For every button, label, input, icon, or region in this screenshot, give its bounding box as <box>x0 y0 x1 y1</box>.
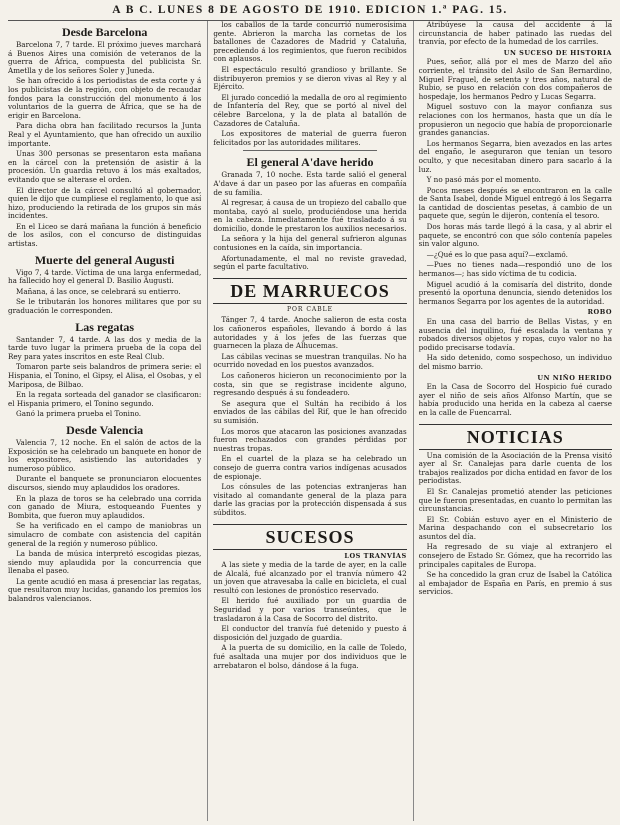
paragraph: En la Casa de Socorro del Hospicio fué curado ayer el niño de seis años Alfonso Martín, que se había producido una herida en la cabeza al caerse en la calle de Fuencarral. <box>418 382 612 417</box>
subhead: UN NIÑO HERIDO <box>537 373 612 382</box>
article-title-augusti: Muerte del general Augusti <box>34 252 175 267</box>
paragraph: El Sr. Canalejas prometió atender las peticiones que le fueron presentadas, en cuanto lo permitan las circunstancias. <box>418 486 612 514</box>
paragraph: En el Liceo se dará mañana la función á beneficio de los asilos, con el concurso de distinguidas artistas. <box>8 221 202 249</box>
subhead: ROBO <box>587 308 612 317</box>
paragraph: Para dicha obra han facilitado recursos la Junta Real y el Ayuntamiento, que han ofrecido un auxilio importante. <box>8 121 202 148</box>
section-title-noticias: NOTICIAS <box>419 424 612 450</box>
article-title-regatas: Las regatas <box>75 319 135 334</box>
byline: POR CABLE <box>286 305 334 313</box>
paragraph: Al regresar, á causa de un tropiezo del caballo que montaba, cayó al suelo, produciéndose una herida en la cabeza. Inmediatamente fué trasladado á su domicilio, donde le prestaron los auxilios necesarios. <box>213 198 407 233</box>
paragraph: Se asegura que el Sultán ha recibido á los enviados de las cábilas del Rif, que le han ofrecido su sumisión. <box>213 398 407 425</box>
paragraph: Tomaron parte seis balandros de primera serie: el Hispania, el Tonino, el Gipsy, el Alisa, el Osobas, y el Mariposa, de Bilbao. <box>8 362 202 389</box>
paragraph: Santander 7, 4 tarde. A las dos y media de la tarde tuvo lugar la primera prueba de la copa del Rey para yates inscritos en este Real Club. <box>8 334 202 361</box>
paragraph: Granada 7, 10 noche. Esta tarde salió el general A'dave á dar un paseo por las afueras en compañía de su familia. <box>213 170 407 197</box>
paragraph: Durante el banquete se pronunciaron elocuentes discursos, siendo muy aplaudidos los oradores. <box>8 474 202 492</box>
paragraph: El conductor del tranvía fué detenido y puesto á disposición del juzgado de guardia. <box>213 624 407 642</box>
paragraph: Tánger 7, 4 tarde. Anoche salieron de esta costa los cañoneros españoles, llevando á bordo á las autoridades y á los jefes de las fuerzas que guarnecen la plaza de Alhucemas. <box>213 315 407 351</box>
paragraph: Valencia 7, 12 noche. En el salón de actos de la Exposición se ha celebrado un banquete en honor de los expositores, asistiendo las autoridades y numeroso público. <box>8 437 202 473</box>
paragraph: Pocos meses después se encontraron en la calle de Santa Isabel, donde Miguel entregó á los Segarra la cantidad de doscientas pesetas, á cambio de un paquete que, según le dijeron, contenía el tesoro. <box>418 185 612 221</box>
column-1 <box>8 21 201 821</box>
paragraph: Pues, señor, allá por el mes de Marzo del año corriente, el tránsito del Asilo de San Bernardino, Miguel Fraguel, de setenta y tres años, natural de Rubio, se puso en relación con dos compañeros de hospedaje, los hermanos Pedro y Lucas Segarra. <box>418 57 612 101</box>
article-title-barcelona: Desde Barcelona <box>61 25 148 39</box>
paragraph: Los cónsules de las potencias extranjeras han visitado al comandante general de la plaza para darle las gracias por la protección dispensada á sus súbditos. <box>213 482 407 517</box>
paragraph: —¿Qué es lo que pasa aquí?—exclamó. <box>426 249 568 259</box>
paragraph: El Sr. Cobián estuvo ayer en el Ministerio de Marina despachando con el subsecretario los asuntos del día. <box>418 514 612 541</box>
paragraph: Dos horas más tarde llegó á la casa, y al abrir el paquete, se encontró con que sólo contenía papeles sin valor alguno. <box>418 222 612 249</box>
paragraph: Los expositores de material de guerra fueron felicitados por las autoridades militares. <box>213 129 407 147</box>
section-title-sucesos: SUCESOS <box>213 524 406 550</box>
paragraph: Miguel acudió á la comisaría del distrito, donde presentó la oportuna denuncia, siendo detenidos los hermanos Segarra por los agentes de la autoridad. <box>418 279 612 306</box>
paragraph: Se le tributarán los honores militares que por su graduación le corresponden. <box>8 297 202 316</box>
paragraph: —Pues no tienes nada—respondió uno de los hermanos—; has sido víctima de tu codicia. <box>418 260 612 279</box>
paragraph: Las cábilas vecinas se muestran tranquilas. No ha ocurrido novedad en los puestos avanzados. <box>213 351 407 370</box>
article-title-adave: El general A'dave herido <box>246 155 374 170</box>
paragraph: Mañana, á las once, se celebrará su entierro. <box>16 286 181 296</box>
paragraph: Unas 300 personas se presentaron esta mañana en la cárcel con la pretensión de asistir á la procesión. Un guardia retuvo á los más exaltados, evitando que se alterase el orden. <box>8 149 202 184</box>
paragraph: Afortunadamente, el mal no reviste gravedad, según el parte facultativo. <box>213 253 407 272</box>
article-title-valencia: Desde Valencia <box>66 422 144 437</box>
paragraph: El director de la cárcel consultó al gobernador, quien le dijo que cumpliese el reglamento, lo que así hizo, produciendo la retirada de los grupos sin más incidentes. <box>8 185 202 221</box>
column-3 <box>413 21 612 821</box>
paragraph: Se han ofrecido á los periodistas de esta corte y á los publicistas de la región, con objeto de recaudar fondos para la construcción del monumento á los voluntarios de la guerra de África, que se ha de erigir en Barcelona. <box>8 76 202 120</box>
paragraph: El espectáculo resultó grandioso y brillante. Se distribuyeron premios y se dieron vivas al Rey y al Ejército. <box>213 64 407 92</box>
paragraph: En la regata sorteada del ganador se clasificaron: el Hispania primero, el Tonino segundo. <box>8 390 202 408</box>
paragraph: Los moros que atacaron las posiciones avanzadas fueron rechazados con grandes pérdidas por nuestras tropas. <box>213 426 407 453</box>
paragraph: Una comisión de la Asociación de la Prensa visitó ayer al Sr. Canalejas para darle cuenta de los trabajos realizados por dicha entidad en favor de los periodistas. <box>418 450 612 486</box>
subhead: UN SUCESO DE HISTORIA <box>503 48 612 57</box>
paragraph: Ha regresado de su viaje al extranjero el consejero de Estado Sr. Gómez, que ha recorrido las principales capitales de Europa. <box>418 542 612 569</box>
paragraph: Atribúyese la causa del accidente á la circunstancia de haber patinado las ruedas del tranvía, por efecto de la humedad de los carriles. <box>418 21 612 47</box>
paragraph: La banda de música interpretó escogidas piezas, siendo muy aplaudida por la concurrencia que llenaba el paseo. <box>8 549 202 576</box>
paragraph: A las siete y media de la tarde de ayer, en la calle de Alcalá, fué alcanzado por el tranvía número 42 un joven que atravesaba la calle en bicicleta, el cual resultó con lesiones de pronóstico reservado. <box>213 560 407 595</box>
page-masthead: A B C. LUNES 8 DE AGOSTO DE 1910. EDICION 1.ª PAG. 15. <box>8 4 612 21</box>
paragraph: Ganó la primera prueba el Tonino. <box>16 409 142 419</box>
paragraph: Se ha concedido la gran cruz de Isabel la Católica al embajador de España en París, en premio á sus servicios. <box>418 570 612 597</box>
paragraph: La señora y la hija del general sufrieron algunas contusiones en la caída, sin importancia. <box>213 234 407 253</box>
paragraph: A la puerta de su domicilio, en la calle de Toledo, fué asaltada una mujer por dos individuos que le arrebataron el bolso, dándose á la fuga. <box>213 643 407 670</box>
paragraph: los caballos de la tarde concurrió numerosísima gente. Abrieron la marcha las cornetas de los batallones de Cazadores de Madrid y Cataluña, precediendo á los regimientos, que fueron recibidos con aplausos. <box>213 21 407 64</box>
paragraph: Barcelona 7, 7 tarde. El próximo jueves marchará á Buenos Aires una comisión de veteranos de la guerra de África, compuesta del publicista Sr. Ametlla y de los señores Soler y Juneda. <box>8 40 202 75</box>
paragraph: Vigo 7, 4 tarde. Víctima de una larga enfermedad, ha fallecido hoy el general D. Basilio Augusti. <box>8 267 202 286</box>
paragraph: Los hermanos Segarra, bien avezados en las artes del engaño, le aseguraron que tenían un tesoro oculto, y que necesitaban dinero para sacarlo á la luz. <box>418 138 612 174</box>
columns <box>8 21 612 821</box>
paragraph: El herido fué auxiliado por un guardia de Seguridad y por varios transeúntes, que le trasladaron á la Casa de Socorro del distrito. <box>213 596 407 623</box>
subhead: LOS TRANVÍAS <box>344 551 407 560</box>
column-2 <box>207 21 406 821</box>
divider <box>243 150 376 151</box>
paragraph: El jurado concedió la medalla de oro al regimiento de Infantería del Rey, que se portó al nivel del célebre Barcelona, y la de plata al batallón de Cazadores de Cataluña. <box>213 92 407 128</box>
paragraph: Miguel sostuvo con la mayor confianza sus relaciones con los hermanos, hasta que un día le propusieron un negocio que había de proporcionarle grandes ganancias. <box>418 102 612 138</box>
paragraph: En una casa del barrio de Bellas Vistas, y en ausencia del inquilino, fué escalada la ventana y robados diversos objetos y ropas, cuyo valor no ha podido precisarse todavía. <box>418 317 612 352</box>
paragraph: Se ha verificado en el campo de maniobras un simulacro de combate con asistencia del capitán general de la región y numeroso público. <box>8 521 202 548</box>
paragraph: Ha sido detenido, como sospechoso, un individuo del mismo barrio. <box>418 353 612 371</box>
paragraph: En el cuartel de la plaza se ha celebrado un consejo de guerra contra varios indígenas acusados de espionaje. <box>213 454 407 481</box>
paragraph: Y no pasó más por el momento. <box>426 175 541 185</box>
paragraph: En la plaza de toros se ha celebrado una corrida con ganado de Miura, estoqueando Fuentes y Bombita, que fueron muy aplaudidos. <box>8 493 202 520</box>
paragraph: La gente acudió en masa á presenciar las regatas, que resultaron muy lucidas, ganando los premios los balandros valencianos. <box>8 576 202 604</box>
paragraph: Los cañoneros hicieron un reconocimiento por la costa, sin que se registrase incidente alguno, regresando después á su fondeadero. <box>213 371 407 398</box>
section-title-marruecos: DE MARRUECOS <box>213 278 406 304</box>
